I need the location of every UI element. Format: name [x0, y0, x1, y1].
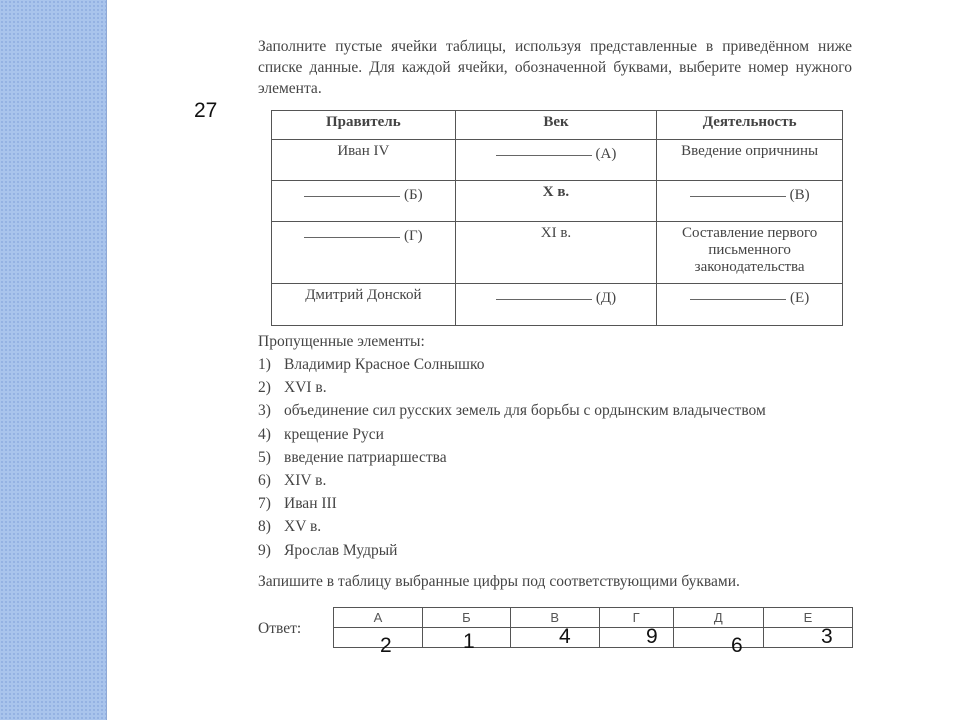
blank-line [304, 225, 400, 238]
answer-digit-e: 6 [731, 634, 743, 657]
cell-ruler-letter: (Б) [404, 187, 423, 203]
answer-label: Ответ: [258, 620, 302, 637]
header-century: Век [455, 111, 657, 140]
blank-line [690, 184, 786, 197]
option-text: крещение Руси [284, 425, 384, 443]
answer-digit-d: 9 [646, 625, 658, 648]
cell-century [455, 140, 657, 181]
cell-activity [657, 284, 843, 326]
cell-century-letter: (А) [595, 146, 617, 162]
cell-activity [657, 181, 843, 222]
table-header-row [272, 111, 843, 140]
answer-letter: Д [673, 608, 763, 628]
answer-digit-a: 2 [380, 634, 392, 657]
list-item [258, 518, 766, 541]
option-text: XVI в. [284, 379, 327, 397]
cell-activity-letter: (В) [789, 187, 810, 203]
blank-line [690, 287, 786, 300]
decorative-sidebar [0, 0, 107, 720]
cell-ruler: Иван IV [272, 140, 456, 181]
cell-activity: Введение опричнины [657, 140, 843, 181]
answer-cell[interactable] [510, 628, 599, 648]
option-number: 1) [258, 356, 271, 373]
header-activity: Деятельность [657, 111, 843, 140]
task-table [271, 110, 843, 326]
table-row [272, 284, 843, 326]
answer-digit-c: 4 [559, 625, 571, 648]
option-number: 4) [258, 425, 271, 443]
cell-century-letter: (Д) [595, 290, 617, 306]
list-item [258, 379, 766, 402]
option-text: XV в. [284, 518, 322, 536]
answer-cell[interactable] [599, 628, 673, 648]
list-item [258, 472, 766, 495]
option-number: 3) [258, 402, 271, 420]
answer-instruction: Запишите в таблицу выбранные цифры под соответствующими буквами. [258, 573, 740, 590]
cell-activity: Составление первого письменного законодательства [657, 222, 843, 284]
option-text: объединение сил русских земель для борьбы с ордынским владычеством [284, 402, 766, 420]
answer-letter: Г [599, 608, 673, 628]
cell-ruler-letter: (Г) [404, 228, 423, 244]
list-item [258, 426, 766, 449]
list-item [258, 356, 766, 379]
header-ruler: Правитель [272, 111, 456, 140]
answer-cell[interactable] [334, 628, 423, 648]
option-number: 9) [258, 541, 271, 559]
blank-line [496, 287, 592, 300]
option-text: Ярослав Мудрый [284, 541, 398, 559]
table-row [272, 181, 843, 222]
option-number: 7) [258, 495, 271, 513]
option-number: 2) [258, 379, 271, 397]
table-row [272, 222, 843, 284]
answer-digits-row [334, 628, 853, 648]
missing-elements-title: Пропущенные элементы: [258, 333, 425, 350]
option-text: введение патриаршества [284, 448, 447, 466]
list-item [258, 449, 766, 472]
answer-digit-f: 3 [821, 625, 833, 648]
answer-letter: Б [422, 608, 510, 628]
list-item [258, 495, 766, 518]
cell-activity-letter: (Е) [790, 290, 810, 306]
cell-century: XI в. [455, 222, 657, 284]
list-item [258, 542, 766, 565]
cell-century: X в. [455, 181, 657, 222]
answer-table [333, 607, 853, 648]
question-number: 27 [194, 99, 218, 122]
cell-ruler [272, 222, 456, 284]
list-item [258, 402, 766, 425]
blank-line [304, 184, 400, 197]
option-number: 6) [258, 471, 271, 489]
option-number: 8) [258, 518, 271, 536]
answer-cell[interactable] [763, 628, 852, 648]
answer-letter: Е [763, 608, 852, 628]
table-row [272, 140, 843, 181]
options-list [258, 356, 766, 565]
answer-letter: А [334, 608, 423, 628]
cell-century [455, 284, 657, 326]
option-text: Иван III [284, 495, 337, 513]
cell-ruler: Дмитрий Донской [272, 284, 456, 326]
answer-digit-b: 1 [463, 630, 475, 653]
answer-letters-row [334, 608, 853, 628]
blank-line [496, 143, 592, 156]
option-text: XIV в. [284, 471, 327, 489]
cell-ruler [272, 181, 456, 222]
option-text: Владимир Красное Солнышко [284, 356, 485, 373]
answer-letter: В [510, 608, 599, 628]
task-intro: Заполните пустые ячейки таблицы, используя представленные в приведённом ниже списке данные. Для каждой ячейки, обозначенной буквами, выберите номер нужного элемента. [258, 38, 852, 97]
answer-cell[interactable] [673, 628, 763, 648]
option-number: 5) [258, 448, 271, 466]
